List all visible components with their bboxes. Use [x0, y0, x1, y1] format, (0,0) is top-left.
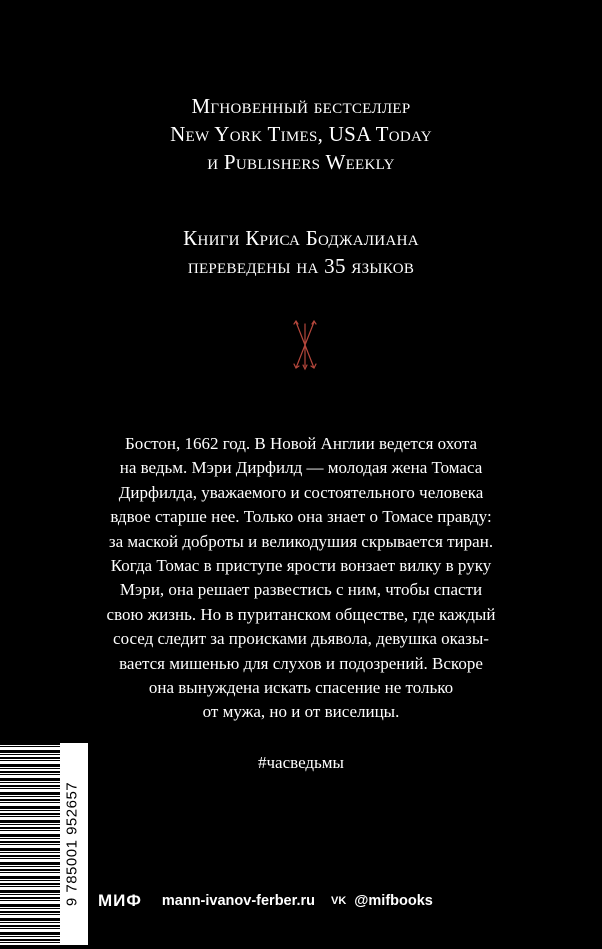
blurb-line: Когда Томас в приступе ярости вонзает вилку в руку	[110, 556, 492, 576]
barcode-number-text: 9 785001 952657	[63, 781, 81, 907]
translated-line: Книги Криса Боджалиана	[183, 226, 419, 250]
barcode-bars	[0, 743, 60, 945]
social-handle[interactable]: @mifbooks	[354, 893, 433, 909]
footer	[98, 890, 433, 912]
blurb-line: за маской доброты и великодушия скрывается тиран.	[108, 531, 494, 551]
vk-icon[interactable]: VK	[330, 895, 347, 907]
blurb-text	[0, 432, 602, 725]
blurb-line: Дирфилда, уважаемого и состоятельного человека	[118, 482, 484, 502]
blurb-line: свою жизнь. Но в пуританском обществе, где каждый	[106, 604, 496, 624]
blurb-line: сосед следит за происками дьявола, девушка оказы-	[113, 629, 489, 649]
blurb-line: Мэри, она решает развестись с ним, чтобы спасти	[119, 580, 483, 600]
translated-line: переведены на 35 языков	[187, 254, 415, 278]
website-link[interactable]: mann-ivanov-ferber.ru	[161, 893, 315, 909]
crossed-arrows-icon	[290, 320, 320, 372]
bestseller-text	[0, 92, 602, 176]
isbn-barcode	[0, 743, 88, 945]
translated-text	[0, 224, 602, 280]
barcode-number	[59, 743, 85, 945]
blurb-line: Бостон, 1662 год. В Новой Англии ведется охота	[124, 434, 478, 453]
bestseller-line: Мгновенный бестселлер	[191, 94, 411, 118]
hashtag: #часведьмы	[258, 753, 344, 772]
publisher-logo: МИФ	[98, 891, 142, 910]
blurb-line: она вынуждена искать спасение не только	[148, 678, 454, 698]
blurb-line: вается мишенью для слухов и подозрений. Вскоре	[119, 653, 483, 673]
bestseller-line: и Publishers Weekly	[207, 150, 395, 174]
bestseller-line: New York Times, USA Today	[170, 122, 432, 146]
blurb-line: от мужа, но и от виселицы.	[202, 702, 400, 722]
blurb-line: на ведьм. Мэри Дирфилд — молодая жена Томаса	[119, 458, 483, 478]
blurb-line: вдвое старше нее. Только она знает о Томасе правду:	[110, 507, 492, 527]
